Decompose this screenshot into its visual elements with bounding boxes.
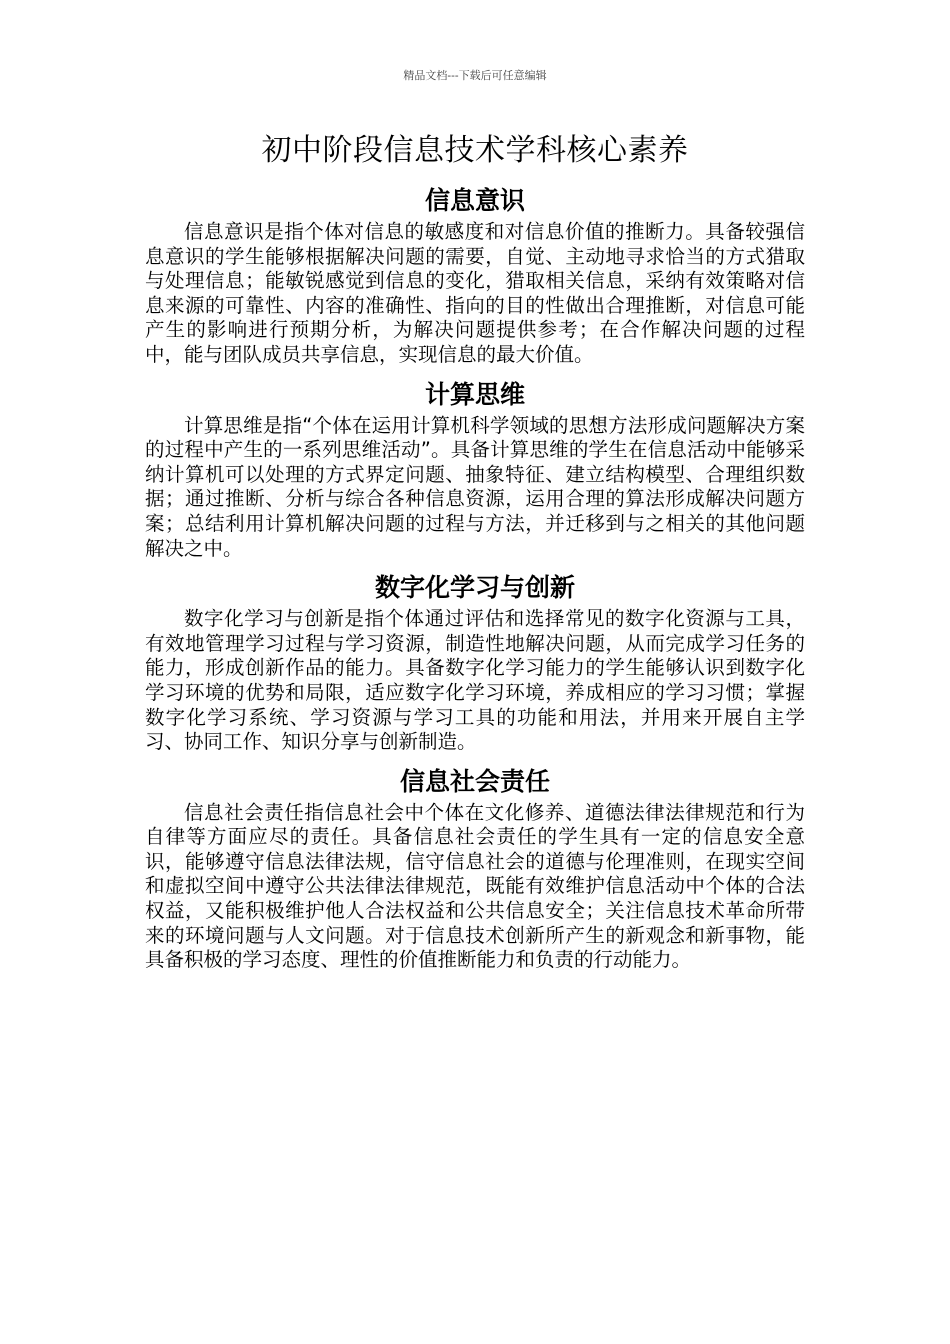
section-body: 数字化学习与创新是指个体通过评估和选择常见的数字化资源与工具，有效地管理学习过程与学习资源，制造性地解决问题，从而完成学习任务的能力，形成创新作品的能力。具备数字化学习能力的学生能够认识到数字化学习环境的优势和局限，适应数字化学习环境，养成相应的学习习惯；掌握数字化学习系统、学习资源与学习工具的功能和用法，并用来开展自主学习、协同工作、知识分享与创新制造。	[145, 607, 805, 754]
section-computational-thinking	[145, 378, 805, 562]
section-heading: 数字化学习与创新	[374, 573, 575, 603]
section-heading: 信息社会责任	[399, 766, 550, 796]
section-digital-learning	[145, 571, 805, 755]
section-social-responsibility	[145, 765, 805, 973]
section-body: 计算思维是指“个体在运用计算机科学领域的思想方法形成问题解决方案的过程中产生的一系列思维活动”。具备计算思维的学生在信息活动中能够采纳计算机可以处理的方式界定问题、抽象特征、建立结构模型、合理组织数据；通过推断、分析与综合各种信息资源，运用合理的算法形成解决问题方案；总结利用计算机解决问题的过程与方法，并迁移到与之相关的其他问题解决之中。	[145, 413, 805, 560]
section-heading: 信息意识	[424, 186, 525, 215]
document-title: 初中阶段信息技术学科核心素养	[261, 133, 689, 168]
section-heading: 计算思维	[424, 379, 525, 409]
section-information-awareness	[145, 184, 805, 368]
section-body: 信息意识是指个体对信息的敏感度和对信息价值的推断力。具备较强信息意识的学生能够根据解决问题的需要，自觉、主动地寻求恰当的方式猎取与处理信息；能敏锐感觉到信息的变化，猎取相关信息，采纳有效策略对信息来源的可靠性、内容的准确性、指向的目的性做出合理推断，对信息可能产生的影响进行预期分析，为解决问题提供参考；在合作解决问题的过程中，能与团队成员共享信息，实现信息的最大价值。	[145, 220, 805, 366]
section-body: 信息社会责任指信息社会中个体在文化修养、道德法律法律规范和行为自律等方面应尽的责任。具备信息社会责任的学生具有一定的信息安全意识，能够遵守信息法律法规，信守信息社会的道德与伦理准则，在现实空间和虚拟空间中遵守公共法律法律规范，既能有效维护信息活动中个体的合法权益，又能积极维护他人合法权益和公共信息安全；关注信息技术革命所带来的环境问题与人文问题。对于信息技术创新所产生的新观念和新事物，能具备积极的学习态度、理性的价值推断能力和负责的行动能力。	[145, 800, 805, 972]
document-content	[145, 130, 805, 983]
header-note: 精品文档---下载后可任意编辑	[403, 69, 547, 82]
